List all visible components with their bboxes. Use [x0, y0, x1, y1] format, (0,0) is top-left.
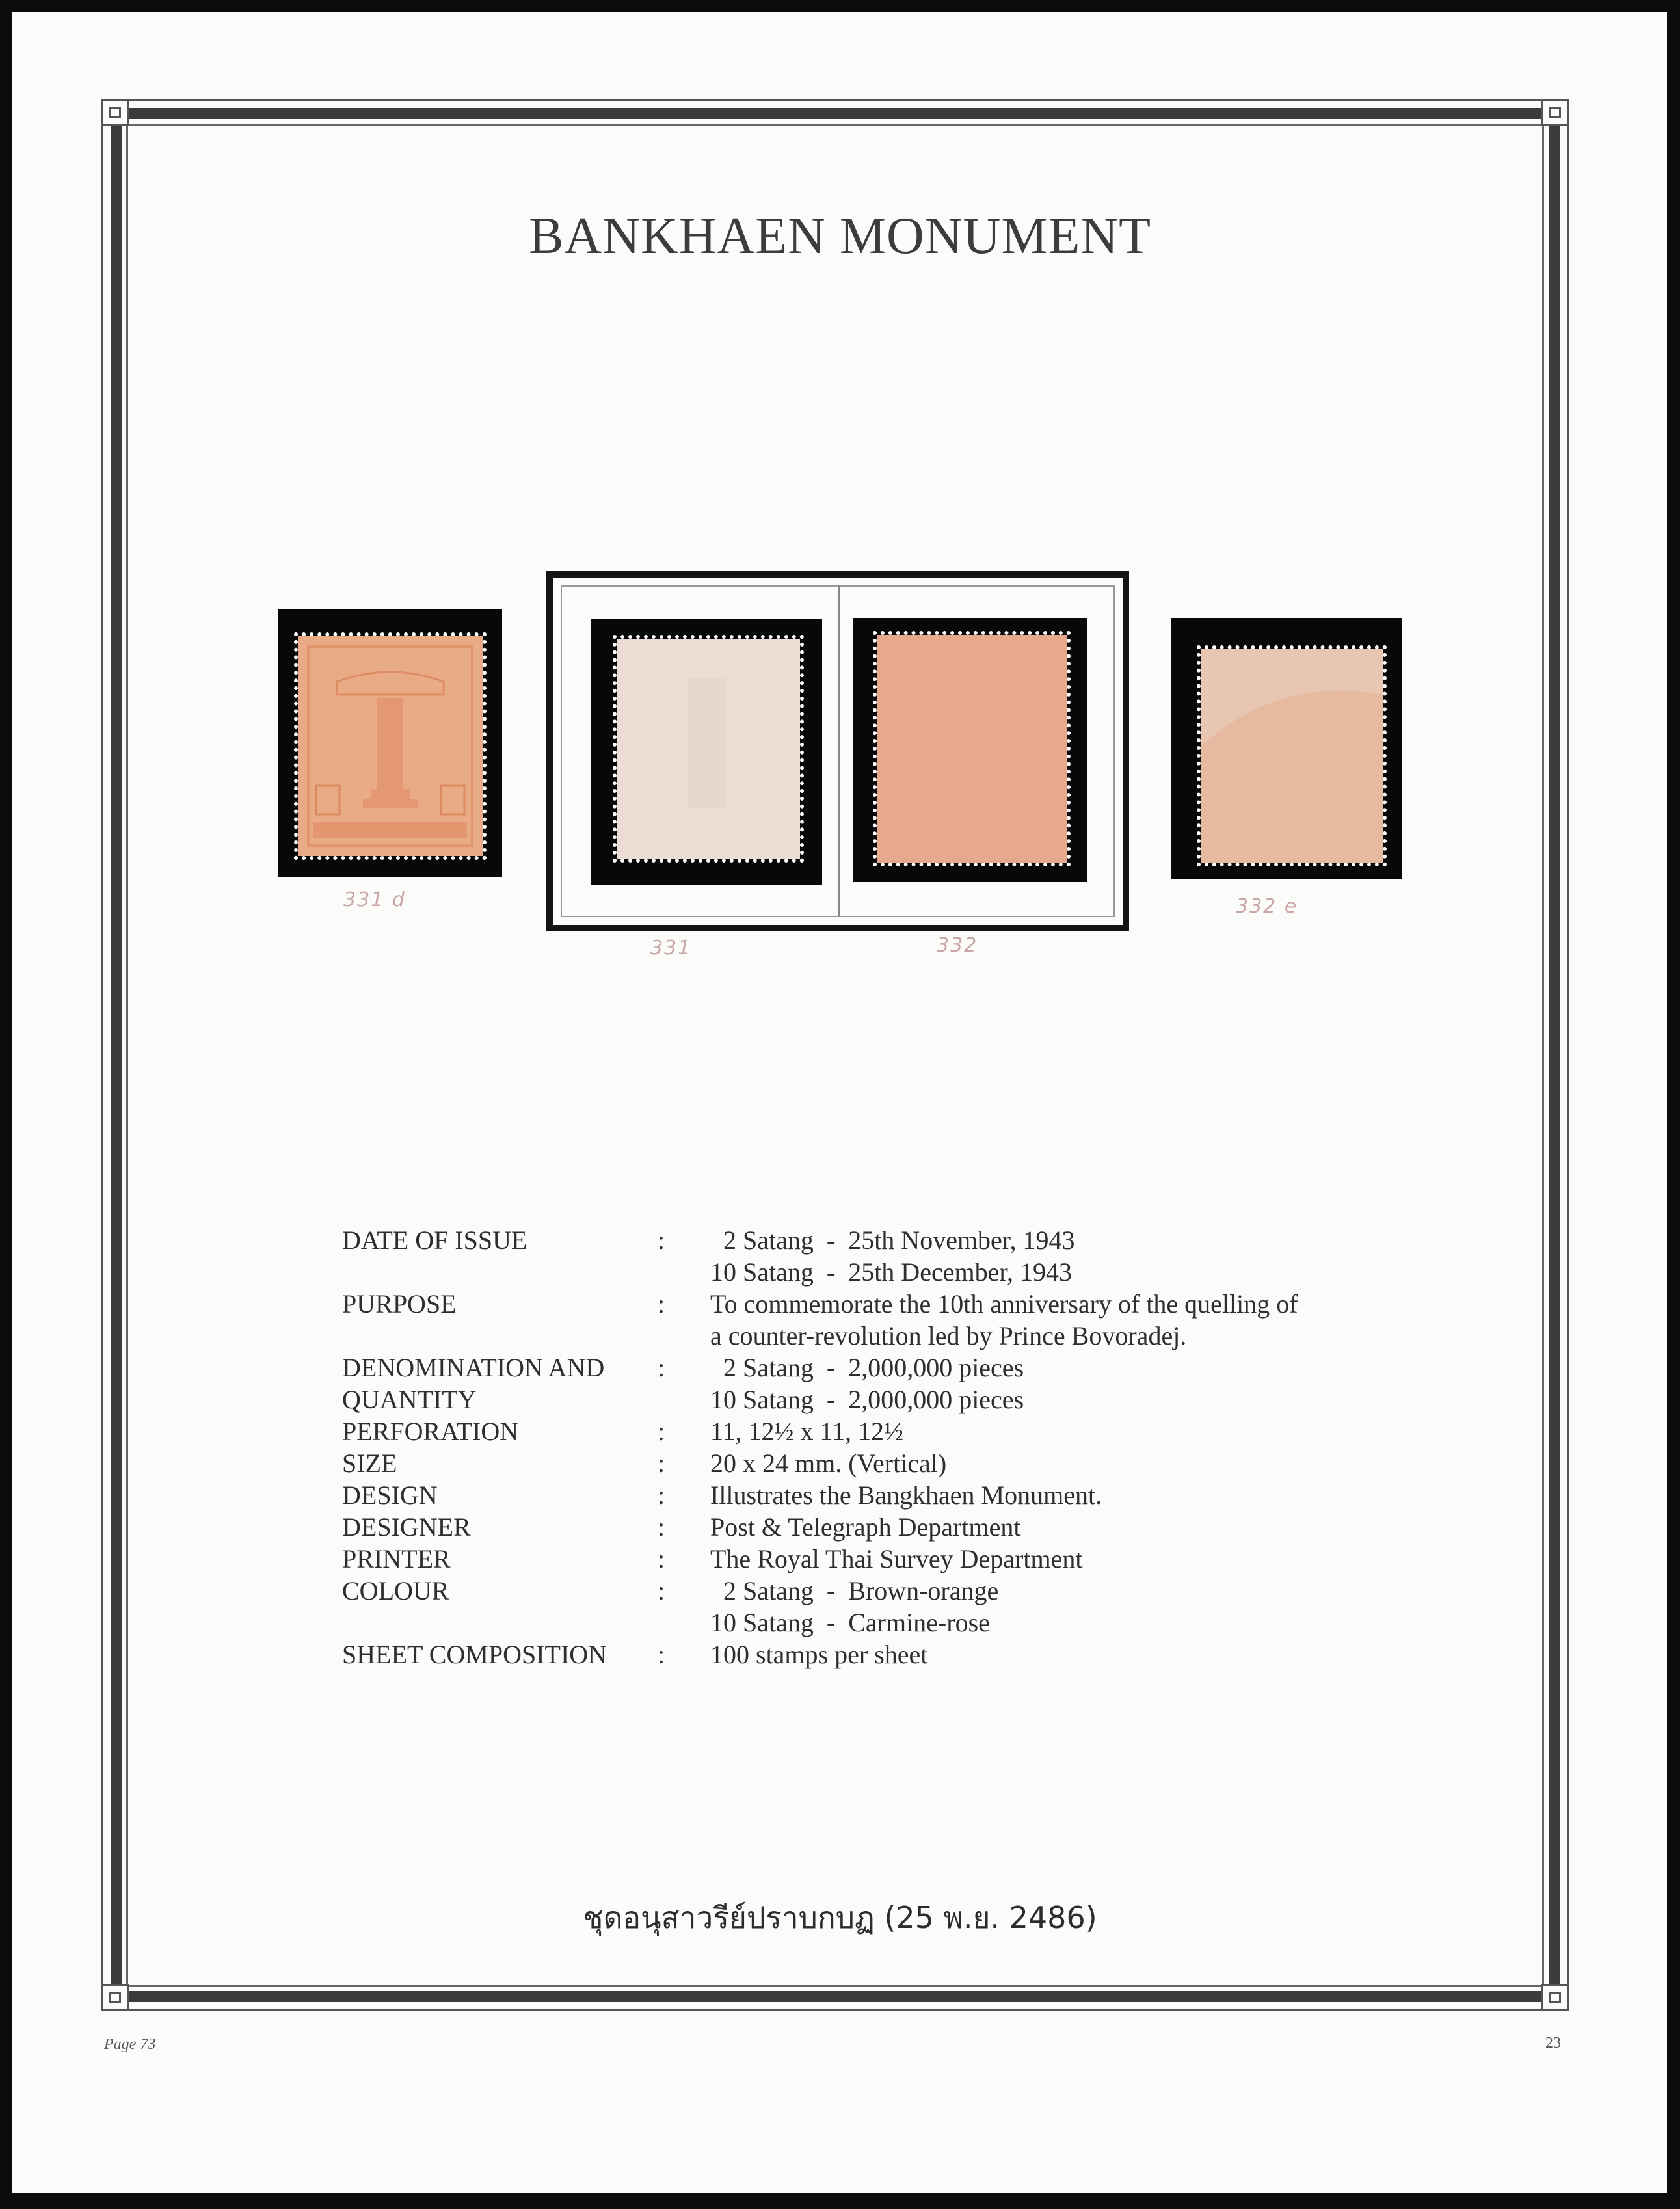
- details-value: Post & Telegraph Department: [710, 1512, 1021, 1542]
- monument-stamp-image: [298, 636, 483, 856]
- details-colon: :: [658, 1576, 665, 1605]
- stamp-mount-332: [853, 618, 1087, 882]
- page-number-label: Page 73: [104, 2036, 156, 2053]
- folio-number: 23: [1545, 2035, 1561, 2052]
- details-label: PURPOSE: [342, 1289, 457, 1319]
- stamp-back-image: [617, 639, 800, 859]
- details-label: DATE OF ISSUE: [342, 1225, 527, 1255]
- details-label: PRINTER: [342, 1544, 451, 1573]
- details-value: 11, 12½ x 11, 12½: [710, 1417, 904, 1446]
- details-value: The Royal Thai Survey Department: [710, 1544, 1083, 1573]
- details-row: [342, 1384, 1383, 1415]
- details-colon: :: [658, 1289, 665, 1319]
- details-row: [342, 1352, 1383, 1384]
- stamp-332e: [1197, 645, 1387, 866]
- details-label: DESIGN: [342, 1480, 438, 1510]
- stamp-331d: [294, 632, 487, 860]
- stamp-back-image: [1201, 649, 1383, 863]
- stamp-mount-331: [591, 619, 822, 885]
- stamp-back-image: [877, 635, 1067, 863]
- details-colon: :: [658, 1640, 665, 1669]
- details-row: [342, 1639, 1383, 1670]
- pencil-note-332: 332: [937, 934, 978, 957]
- pencil-note-332e: 332 e: [1236, 895, 1298, 918]
- details-row: [342, 1224, 1383, 1256]
- thai-caption: ชุดอนุสาวรีย์ปราบกบฏ (25 พ.ย. 2486): [583, 1900, 1097, 1935]
- details-row: [342, 1288, 1383, 1320]
- details-value: 20 x 24 mm. (Vertical): [710, 1449, 947, 1478]
- stamp-331: [613, 635, 804, 863]
- details-label: DENOMINATION AND: [342, 1353, 605, 1382]
- details-colon: :: [658, 1480, 665, 1510]
- details-colon: :: [658, 1544, 665, 1573]
- details-row: [342, 1479, 1383, 1511]
- details-colon: :: [658, 1353, 665, 1382]
- stamp-details-table: [342, 1224, 1383, 1670]
- stamp-mount-331d: [278, 609, 502, 877]
- details-row: [342, 1543, 1383, 1575]
- details-row: [342, 1256, 1383, 1288]
- frame-corner-top-left: [101, 99, 129, 126]
- details-value: 100 stamps per sheet: [710, 1640, 928, 1669]
- details-value: 2 Satang - 25th November, 1943: [710, 1225, 1075, 1255]
- details-colon: :: [658, 1417, 665, 1446]
- details-row: [342, 1320, 1383, 1352]
- frame-corner-bottom-left: [101, 1984, 129, 2011]
- page-title: BANKHAEN MONUMENT: [529, 208, 1151, 265]
- details-row: [342, 1607, 1383, 1639]
- details-row: [342, 1447, 1383, 1479]
- stamp-pair-divider: [838, 585, 840, 917]
- stamp-mount-332e: [1171, 618, 1402, 879]
- details-colon: :: [658, 1512, 665, 1542]
- stamp-color: [877, 635, 1067, 863]
- details-value: Illustrates the Bangkhaen Monument.: [710, 1480, 1102, 1510]
- details-value: 10 Satang - Carmine-rose: [710, 1608, 990, 1637]
- pencil-note-331d: 331 d: [343, 889, 406, 911]
- frame-corner-top-right: [1541, 99, 1569, 126]
- details-value: To commemorate the 10th anniversary of the quelling of: [710, 1289, 1298, 1319]
- details-value: a counter-revolution led by Prince Bovoradej.: [710, 1321, 1187, 1350]
- details-row: [342, 1511, 1383, 1543]
- pencil-note-331: 331: [650, 937, 692, 959]
- details-value: 2 Satang - 2,000,000 pieces: [710, 1353, 1024, 1382]
- details-row: [342, 1575, 1383, 1607]
- details-value: 10 Satang - 25th December, 1943: [710, 1257, 1073, 1287]
- details-label: DESIGNER: [342, 1512, 471, 1542]
- details-value: 10 Satang - 2,000,000 pieces: [710, 1385, 1024, 1414]
- details-value: 2 Satang - Brown-orange: [710, 1576, 999, 1605]
- details-label: QUANTITY: [342, 1385, 477, 1414]
- details-colon: :: [658, 1225, 665, 1255]
- details-label: SHEET COMPOSITION: [342, 1640, 607, 1669]
- stamp-332: [873, 631, 1071, 866]
- details-label: PERFORATION: [342, 1417, 519, 1446]
- details-label: SIZE: [342, 1449, 397, 1478]
- frame-corner-bottom-right: [1541, 1984, 1569, 2011]
- frame-inner-line: [126, 124, 1544, 1987]
- details-label: COLOUR: [342, 1576, 449, 1605]
- details-colon: :: [658, 1449, 665, 1478]
- details-row: [342, 1415, 1383, 1447]
